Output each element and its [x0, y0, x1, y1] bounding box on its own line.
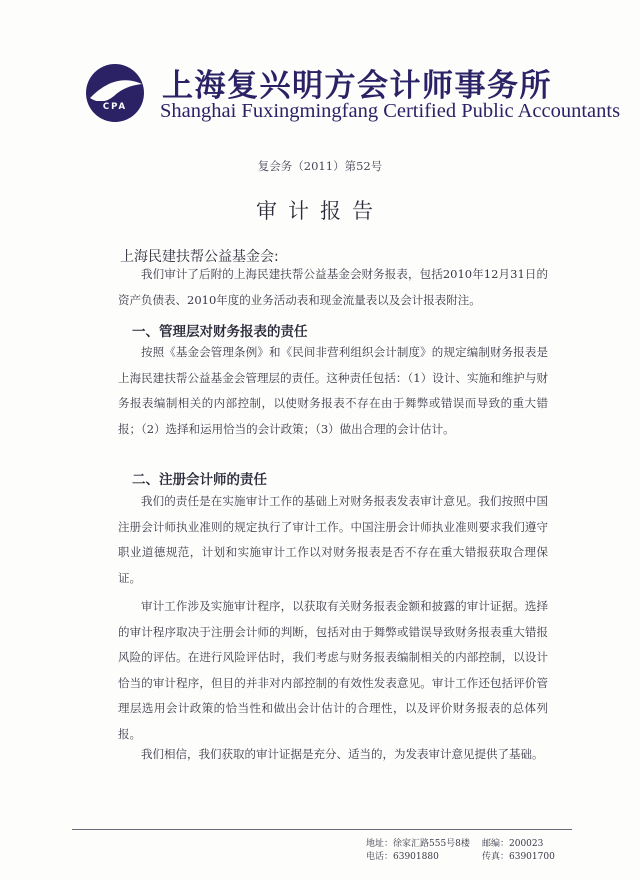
cpa-logo-icon [84, 62, 146, 124]
footer-address-line [366, 836, 544, 849]
cpa-logo [84, 62, 146, 124]
logo-text: CPA [102, 102, 128, 112]
section2-paragraph-1: 我们的责任是在实施审计工作的基础上对财务报表发表审计意见。我们按照中国注册会计师执业准则的规定执行了审计工作。中国注册会计师执业准则要求我们遵守职业道德规范，计划和实施审计工作以对财务报表是否不存在重大错报获取合理保证。 [118, 494, 548, 585]
intro-paragraph: 我们审计了后附的上海民建扶帮公益基金会财务报表，包括2010年12月31日的资产负债表、2010年度的业务活动表和现金流量表以及会计报表附注。 [118, 267, 548, 307]
section1-heading: 一、管理层对财务报表的责任 [132, 324, 308, 340]
firm-name-chinese: 上海复兴明方会计师事务所 [162, 68, 552, 104]
footer-fax: 传真：63901700 [482, 852, 555, 862]
footer-divider [72, 829, 572, 830]
section1-paragraph: 按照《基金会管理条例》和《民间非营利组织会计制度》的规定编制财务报表是上海民建扶帮公益基金会管理层的责任。这种责任包括：（1）设计、实施和维护与财务报表编制相关的内部控制，以使财务报表不存在由于舞弊或错误而导致的重大错报；（2）选择和运用恰当的会计政策；（3）做出合理的会计估计。 [118, 345, 548, 436]
section2-paragraph-3: 我们相信，我们获取的审计证据是充分、适当的，为发表审计意见提供了基础。 [141, 747, 544, 761]
firm-name-english: Shanghai Fuxingmingfang Certified Public Accountants [160, 100, 621, 122]
footer-contact-line [366, 849, 555, 862]
section2-paragraph-2: 审计工作涉及实施审计程序，以获取有关财务报表金额和披露的审计证据。选择的审计程序取决于注册会计师的判断，包括对由于舞弊或错误导致财务报表重大错报风险的评估。在进行风险评估时，我们考虑与财务报表编制相关的内部控制，以设计恰当的审计程序，但目的并非对内部控制的有效性发表意见。审计工作还包括评价管理层选用会计政策的恰当性和做出会计估计的合理性，以及评价财务报表的总体列报。 [118, 599, 548, 741]
addressee: 上海民建扶帮公益基金会: [120, 249, 279, 265]
footer-postcode: 邮编：200023 [482, 839, 544, 849]
footer-phone: 电话：63901880 [366, 852, 439, 862]
report-title: 审计报告 [256, 199, 384, 223]
document-number: 复会务（2011）第52号 [257, 159, 383, 173]
footer-address: 地址：徐家汇路555号8楼 [366, 839, 470, 849]
section2-heading: 二、注册会计师的责任 [132, 472, 267, 488]
